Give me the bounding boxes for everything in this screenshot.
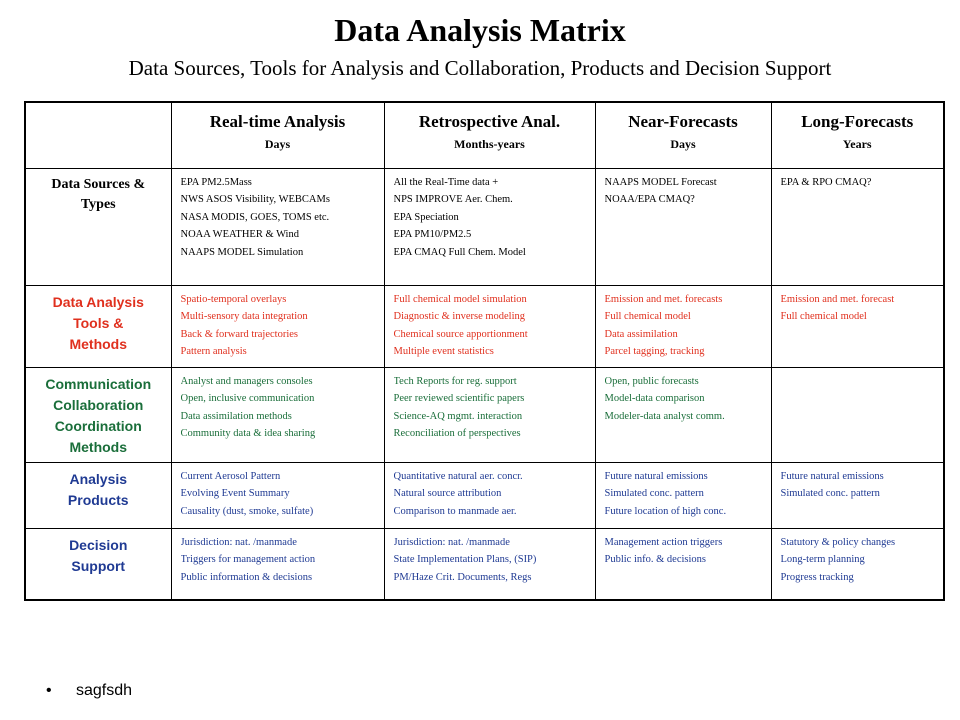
cell-line: Open, public forecasts xyxy=(604,375,699,387)
row-header-line: Decision xyxy=(69,536,128,553)
cell-line: Tech Reports for reg. support xyxy=(393,375,517,387)
header-row xyxy=(25,102,944,168)
cell-line: Parcel tagging, tracking xyxy=(604,346,705,357)
cell-line: Causality (dust, smoke, sulfate) xyxy=(180,505,314,517)
cell-line: NAAPS MODEL Forecast xyxy=(604,176,717,188)
matrix-cell xyxy=(171,528,384,600)
cell-line: Natural source attribution xyxy=(393,488,502,499)
cell-line: EPA PM10/PM2.5 xyxy=(393,229,472,240)
row-analysis-tools xyxy=(25,285,944,367)
column-subtitle: Days xyxy=(670,137,696,151)
bullet-item xyxy=(46,680,132,702)
cell-line: Peer reviewed scientific papers xyxy=(393,393,525,404)
row-header-line: Support xyxy=(71,557,126,574)
cell-line: Quantitative natural aer. concr. xyxy=(393,470,523,482)
cell-line: NASA MODIS, GOES, TOMS etc. xyxy=(180,211,330,223)
row-data-sources xyxy=(25,168,944,285)
matrix-cell xyxy=(595,367,771,462)
cell-line: Jurisdiction: nat. /manmade xyxy=(180,536,297,548)
row-header xyxy=(25,367,171,462)
cell-line: State Implementation Plans, (SIP) xyxy=(393,554,537,565)
cell-line: Jurisdiction: nat. /manmade xyxy=(393,536,510,548)
corner-cell xyxy=(25,102,171,168)
cell-line: Full chemical model xyxy=(780,311,867,322)
cell-line: Pattern analysis xyxy=(180,346,247,357)
cell-line: Triggers for management action xyxy=(180,554,316,565)
cell-line: EPA & RPO CMAQ? xyxy=(780,176,872,188)
column-subtitle: Months-years xyxy=(454,137,525,151)
matrix-cell xyxy=(771,367,944,462)
cell-line: Science-AQ mgmt. interaction xyxy=(393,410,523,422)
matrix-cell xyxy=(171,367,384,462)
cell-line: All the Real-Time data + xyxy=(393,176,499,188)
row-header-line: Types xyxy=(80,196,116,212)
cell-line: Statutory & policy changes xyxy=(780,536,896,548)
matrix-cell xyxy=(595,285,771,367)
row-header xyxy=(25,285,171,367)
cell-line: Data assimilation methods xyxy=(180,410,292,422)
matrix-cell xyxy=(771,528,944,600)
cell-line: Analyst and managers consoles xyxy=(180,375,313,387)
row-header-line: Collaboration xyxy=(53,396,144,413)
cell-line: Management action triggers xyxy=(604,536,723,548)
row-header xyxy=(25,168,171,285)
cell-line: Public info. & decisions xyxy=(604,554,706,565)
cell-line: EPA PM2.5Mass xyxy=(180,176,252,188)
cell-line: NOAA/EPA CMAQ? xyxy=(604,194,695,205)
matrix-cell xyxy=(595,528,771,600)
cell-line: Chemical source apportionment xyxy=(393,328,528,340)
row-header xyxy=(25,528,171,600)
page-subtitle: Data Sources, Tools for Analysis and Collaboration, Products and Decision Support xyxy=(128,56,832,80)
cell-line: Community data & idea sharing xyxy=(180,428,316,439)
cell-line: Simulated conc. pattern xyxy=(780,488,880,499)
matrix-cell xyxy=(171,168,384,285)
cell-line: Evolving Event Summary xyxy=(180,488,290,499)
cell-line: Progress tracking xyxy=(780,571,854,583)
cell-line: Future location of high conc. xyxy=(604,505,727,517)
cell-line: Multi-sensory data integration xyxy=(180,311,308,322)
cell-line: Long-term planning xyxy=(780,554,865,565)
cell-line: PM/Haze Crit. Documents, Regs xyxy=(393,571,532,583)
row-header-line: Methods xyxy=(69,335,128,352)
matrix-cell xyxy=(771,168,944,285)
cell-line: Model-data comparison xyxy=(604,393,705,404)
matrix-cell xyxy=(171,285,384,367)
column-title: Real-time Analysis xyxy=(209,112,346,131)
column-header-long-forecasts xyxy=(771,102,944,168)
cell-line: Open, inclusive communication xyxy=(180,393,315,404)
cell-line: Current Aerosol Pattern xyxy=(180,470,281,482)
row-analysis-products xyxy=(25,462,944,528)
cell-line: Future natural emissions xyxy=(604,470,708,482)
row-header-line: Coordination xyxy=(54,417,142,434)
row-communication xyxy=(25,367,944,462)
cell-line: NAAPS MODEL Simulation xyxy=(180,246,304,258)
row-header-line: Data Analysis xyxy=(52,293,144,310)
column-subtitle: Days xyxy=(264,137,291,151)
matrix-cell xyxy=(171,462,384,528)
matrix-cell xyxy=(595,462,771,528)
bullet-text: sagfsdh xyxy=(76,682,133,699)
matrix-cell xyxy=(595,168,771,285)
row-header-line: Analysis xyxy=(69,470,128,487)
cell-line: EPA Speciation xyxy=(393,211,459,223)
cell-line: Public information & decisions xyxy=(180,571,313,583)
matrix-cell xyxy=(384,528,595,600)
row-header-line: Communication xyxy=(45,375,152,392)
cell-line: Comparison to manmade aer. xyxy=(393,505,517,517)
cell-line: Data assimilation xyxy=(604,328,678,340)
column-header-near-forecasts xyxy=(595,102,771,168)
matrix-cell xyxy=(384,462,595,528)
row-header-line: Data Sources & xyxy=(51,176,146,192)
cell-line: Diagnostic & inverse modeling xyxy=(393,311,526,322)
bullet-dot-icon: • xyxy=(46,682,52,699)
cell-line: Future natural emissions xyxy=(780,470,884,482)
cell-line: Emission and met. forecast xyxy=(780,293,895,305)
cell-line: NPS IMPROVE Aer. Chem. xyxy=(393,194,513,205)
row-header xyxy=(25,462,171,528)
matrix-cell xyxy=(771,462,944,528)
row-header-line: Tools & xyxy=(73,314,124,331)
matrix-cell xyxy=(771,285,944,367)
cell-line: Back & forward trajectories xyxy=(180,328,298,340)
column-header-realtime xyxy=(171,102,384,168)
cell-line: EPA CMAQ Full Chem. Model xyxy=(393,246,526,258)
row-header-line: Products xyxy=(67,491,129,508)
cell-line: Full chemical model xyxy=(604,311,691,322)
column-header-retrospective xyxy=(384,102,595,168)
data-analysis-matrix xyxy=(24,101,945,601)
cell-line: Emission and met. forecasts xyxy=(604,293,723,305)
cell-line: Simulated conc. pattern xyxy=(604,488,704,499)
cell-line: Modeler-data analyst comm. xyxy=(604,410,725,422)
page-title: Data Analysis Matrix xyxy=(334,12,626,48)
row-decision-support xyxy=(25,528,944,600)
matrix-cell xyxy=(384,168,595,285)
row-header-line: Methods xyxy=(69,438,128,455)
column-title: Long-Forecasts xyxy=(801,112,914,131)
cell-line: Multiple event statistics xyxy=(393,346,494,357)
matrix-cell xyxy=(384,285,595,367)
cell-line: Reconciliation of perspectives xyxy=(393,428,521,439)
cell-line: Full chemical model simulation xyxy=(393,293,527,305)
cell-line: NWS ASOS Visibility, WEBCAMs xyxy=(180,194,330,205)
column-title: Retrospective Anal. xyxy=(418,112,561,131)
column-title: Near-Forecasts xyxy=(628,112,738,131)
column-subtitle: Years xyxy=(842,137,872,151)
cell-line: Spatio-temporal overlays xyxy=(180,293,287,305)
cell-line: NOAA WEATHER & Wind xyxy=(180,229,299,240)
matrix-cell xyxy=(384,367,595,462)
